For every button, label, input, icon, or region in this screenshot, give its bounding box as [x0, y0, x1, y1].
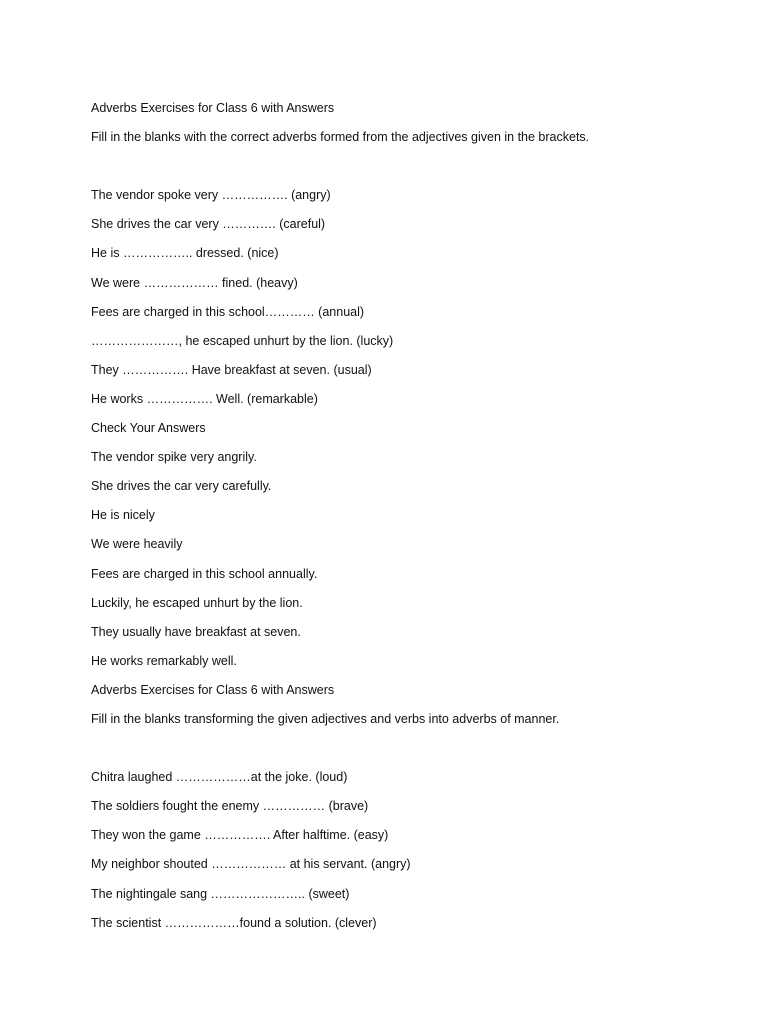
- answer-line: The vendor spike very angrily.: [91, 450, 257, 465]
- question-line: He works ……………. Well. (remarkable): [91, 391, 318, 406]
- answer-line: He works remarkably well.: [91, 653, 237, 668]
- answer-line: She drives the car very carefully.: [91, 479, 272, 494]
- question-line: They ……………. Have breakfast at seven. (usual): [91, 362, 372, 377]
- question-line: Fees are charged in this school………… (annual): [91, 304, 365, 319]
- question-line: The soldiers fought the enemy …………… (brave): [91, 799, 369, 814]
- section1-instruction: Fill in the blanks with the correct adverbs formed from the adjectives given in the brackets.: [91, 130, 590, 145]
- question-line: We were ……………… fined. (heavy): [91, 275, 298, 290]
- question-line: They won the game ……………. After halftime. (easy): [91, 828, 389, 843]
- question-line: The scientist ………………found a solution. (clever): [91, 915, 377, 930]
- question-line: The vendor spoke very ……………. (angry): [91, 188, 331, 203]
- answer-line: We were heavily: [91, 537, 183, 552]
- question-line: She drives the car very …………. (careful): [91, 217, 326, 232]
- answers-heading: Check Your Answers: [91, 421, 206, 436]
- question-line: …………………, he escaped unhurt by the lion. (lucky): [91, 333, 394, 348]
- blank-line: [91, 152, 728, 181]
- question-line: He is …………….. dressed. (nice): [91, 246, 279, 261]
- question-line: My neighbor shouted ……………… at his servant. (angry): [91, 857, 411, 872]
- section1-title: Adverbs Exercises for Class 6 with Answers: [91, 101, 335, 115]
- blank-line: [91, 734, 728, 763]
- section2-title: Adverbs Exercises for Class 6 with Answers: [91, 682, 335, 697]
- answer-line: He is nicely: [91, 508, 155, 523]
- answer-line: Luckily, he escaped unhurt by the lion.: [91, 595, 303, 610]
- section2-instruction: Fill in the blanks transforming the given adjectives and verbs into adverbs of manner.: [91, 711, 560, 726]
- answer-line: They usually have breakfast at seven.: [91, 624, 301, 639]
- document-body: [91, 94, 728, 938]
- question-line: The nightingale sang ………………….. (sweet): [91, 886, 350, 901]
- question-line: Chitra laughed ………………at the joke. (loud): [91, 770, 348, 785]
- answer-line: Fees are charged in this school annually.: [91, 566, 318, 581]
